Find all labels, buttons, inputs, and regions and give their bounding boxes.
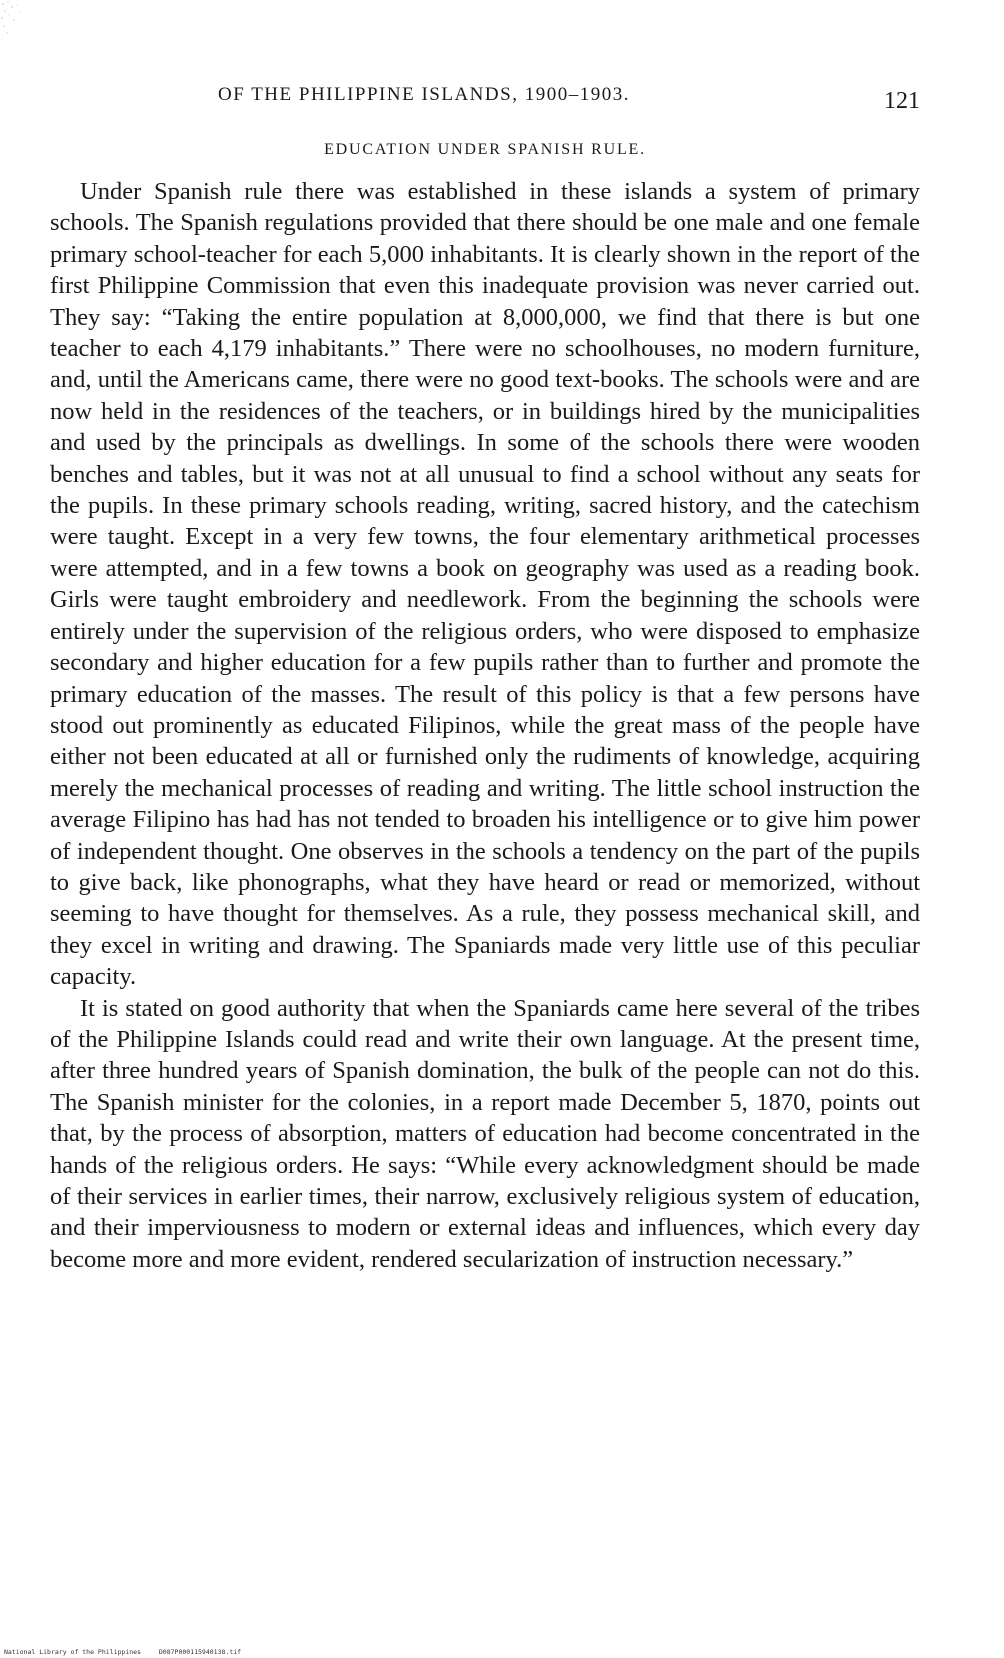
paragraph: Under Spanish rule there was established in these islands a system of primary schools. The Spanish regulations provided that there should be one male and one female primary school-teacher for each 5,000 inhabitants. It is clearly shown in the report of the first Philippine Commission that even this inadequate provision was never carried out. They say: “Taking the entire population at 8,000,000, we find that there is but one teacher to each 4,179 inhabitants.” There were no schoolhouses, no modern furniture, and, until the Americans came, there were no good text-books. The schools were and are now held in the residences of the teachers, or in buildings hired by the municipalities and used by the principals as dwellings. In some of the schools there were wooden benches and tables, but it was not at all unusual to find a school without any seats for the pupils. In these primary schools reading, writing, sacred history, and the catechism were taught. Except in a very few towns, the four elementary arithmetical processes were attempted, and in a few towns a book on geography was used as a reading book. Girls were taught embroidery and needlework. From the beginning the schools were entirely under the supervision of the religious orders, who were disposed to emphasize secondary and higher education for a few pupils rather than to further and promote the primary education of the masses. The result of this policy is that a few persons have stood out prominently as educated Filipinos, while the great mass of the people have either not been educated at all or furnished only the rudiments of knowledge, acquiring merely the mechanical processes of reading and writing. The little school instruction the average Filipino has had has not tended to broaden his intelligence or to give him power of independent thought. One observes in the schools a tendency on the part of the pupils to give back, like phonographs, what they have heard or read or memorized, without seeming to have thought for themselves. As a rule, they possess mechanical skill, and they excel in writing and drawing. The Spaniards made very little use of this peculiar capacity.	[50, 178, 920, 991]
page-number: 121	[884, 88, 920, 114]
running-title: OF THE PHILIPPINE ISLANDS, 1900–1903.	[218, 84, 630, 105]
running-head	[50, 84, 920, 118]
paragraph: It is stated on good authority that when the Spaniards came here several of the tribes of the Philippine Islands could read and write their own language. At the present time, after three hundred years of Spanish domination, the bulk of the people can not do this. The Spanish minister for the colonies, in a report made December 5, 1870, points out that, by the process of absorption, matters of education had become concentrated in the hands of the religious orders. He says: “While every acknowledgment should be made of their services in earlier times, their narrow, exclusively religious system of education, and their imperviousness to modern or external ideas and influences, which every day become more and more evident, rendered secularization of instruction necessary.”	[50, 994, 920, 1273]
section-heading: EDUCATION UNDER SPANISH RULE.	[324, 141, 646, 158]
scan-footer	[4, 1648, 241, 1656]
body-text	[50, 176, 920, 1275]
scan-speckle-icon	[0, 0, 30, 46]
footer-library: National Library of the Philippines	[4, 1648, 141, 1656]
footer-file: D087P000115940138.tif	[158, 1648, 242, 1656]
